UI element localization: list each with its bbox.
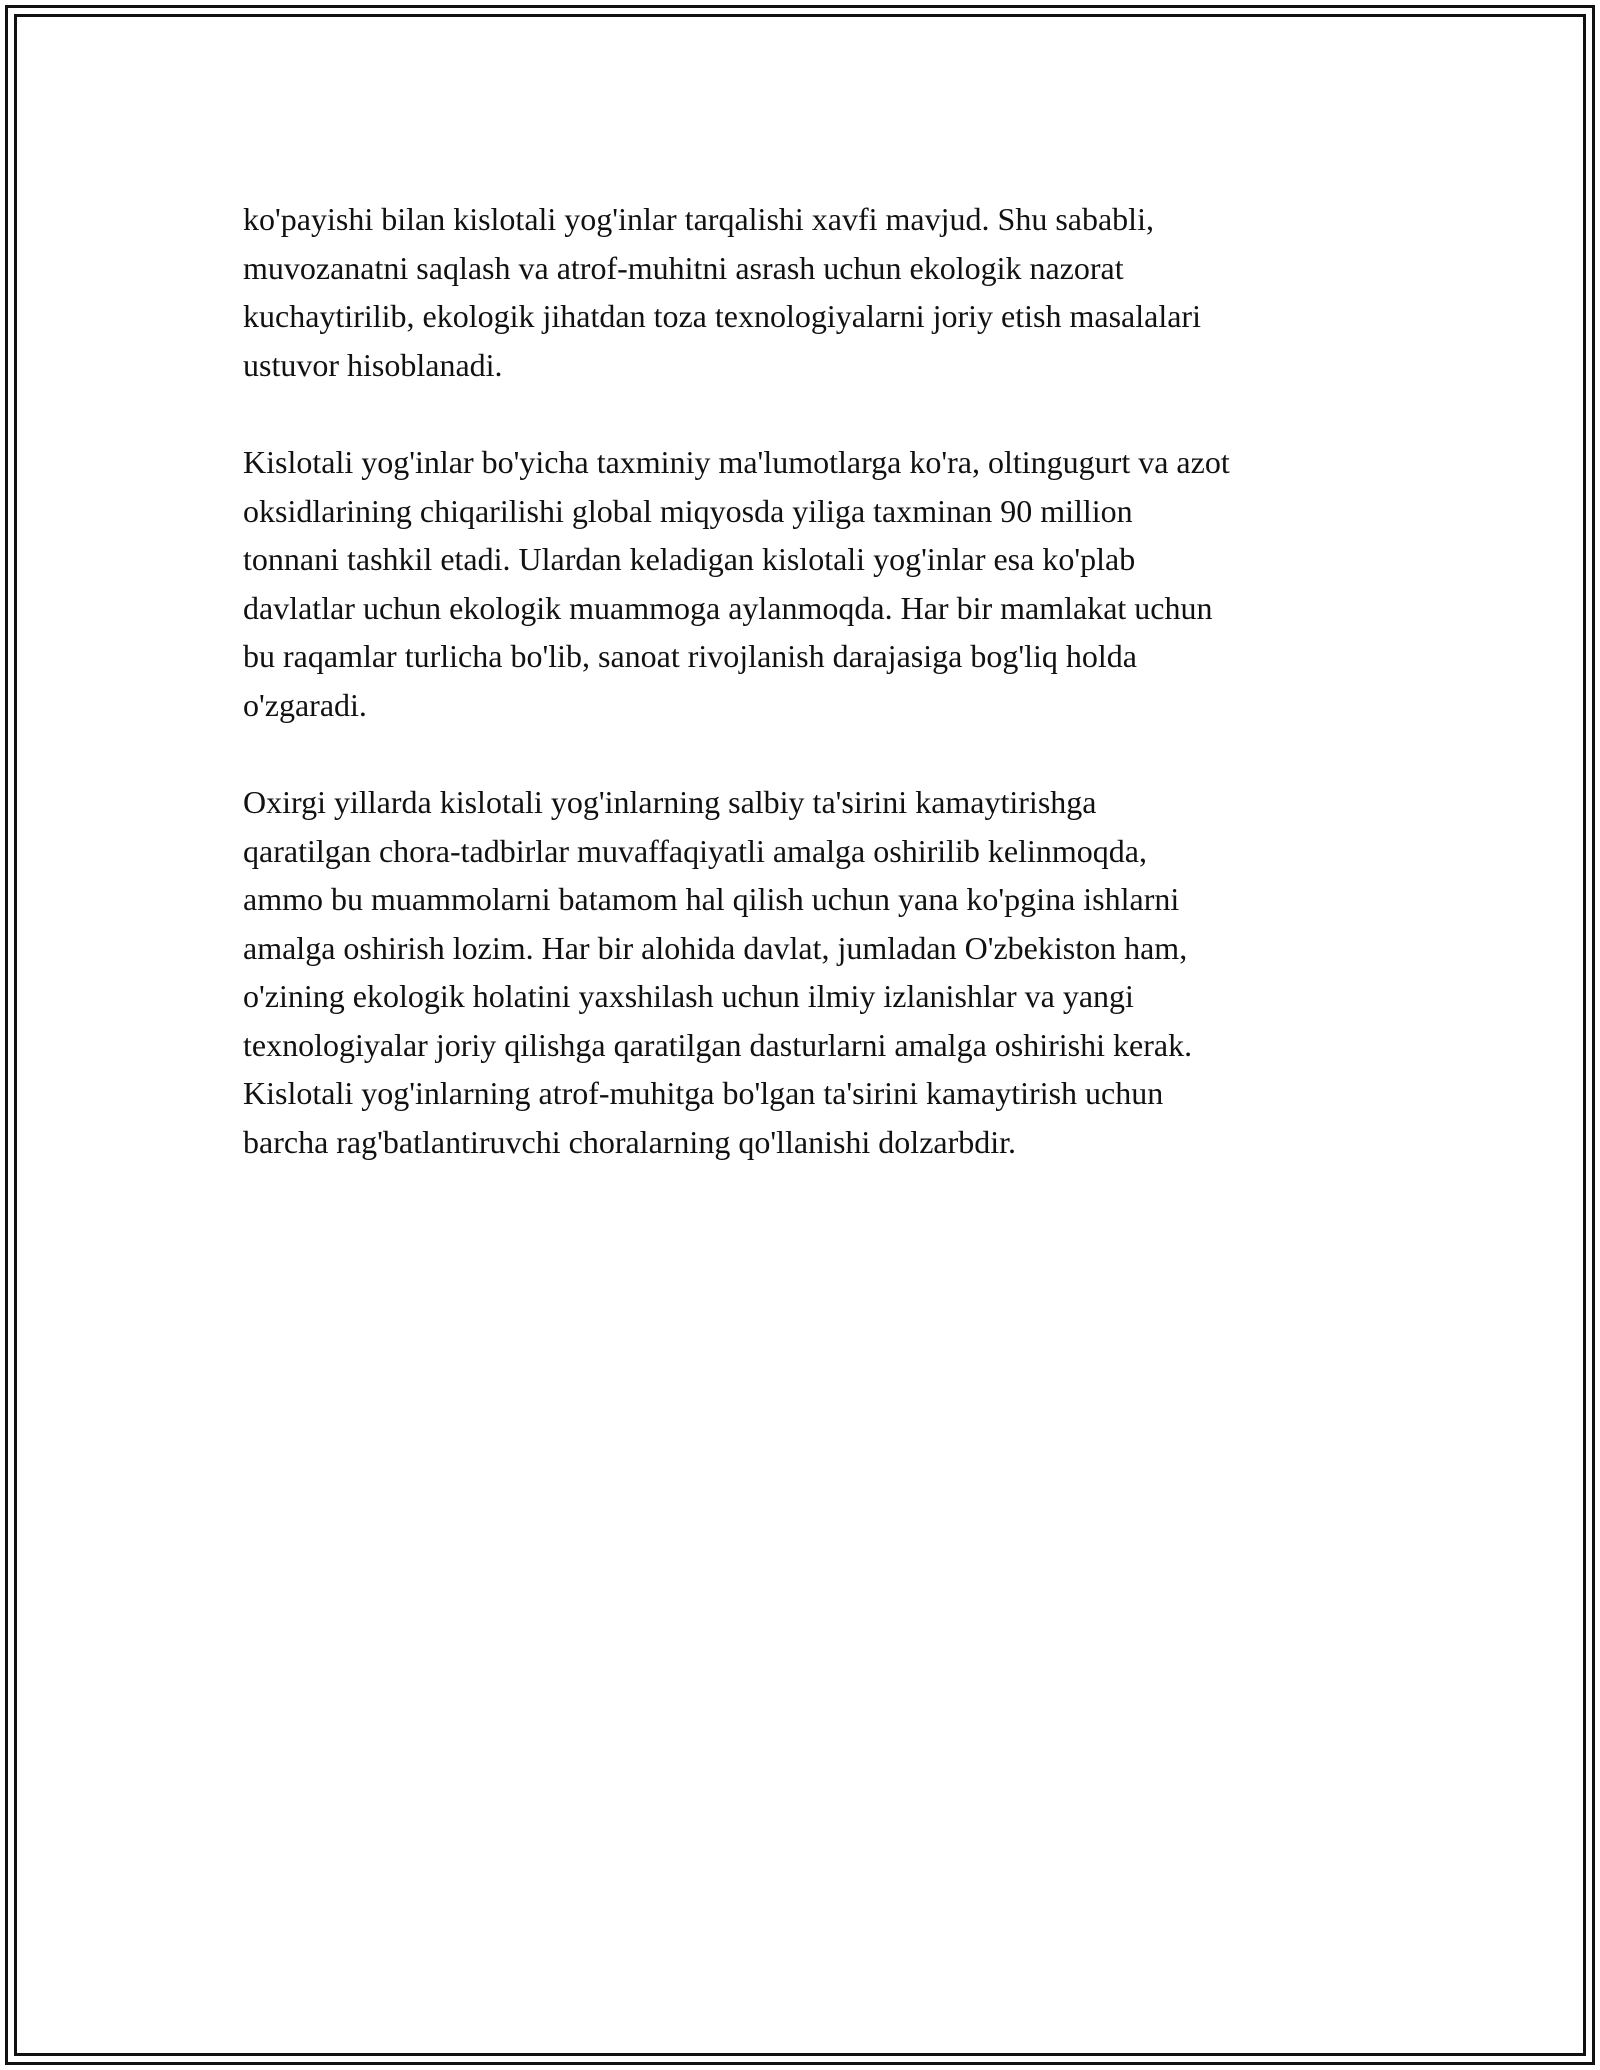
paragraph-3-line-7: Kislotali yog'inlarning atrof-muhitga bo'lgan ta'sirini kamaytirish uchun <box>243 1075 1164 1111</box>
paragraph-3-line-6: texnologiyalar joriy qilishga qaratilgan dasturlarni amalga oshirishi kerak. <box>243 1026 1193 1063</box>
paragraph-3-line-4: amalga oshirish lozim. Har bir alohida davlat, jumladan O'zbekiston ham, <box>243 929 1188 966</box>
paragraph-3-line-8: barcha rag'batlantiruvchi choralarning qo'llanishi dolzarbdir. <box>243 1123 1017 1160</box>
paragraph-3 <box>243 778 1383 1166</box>
paragraph-1-line-1: ko'payishi bilan kislotali yog'inlar tarqalishi xavfi mavjud. Shu sababli, <box>243 201 1154 237</box>
paragraph-3-line-3: ammo bu muammolarni batamom hal qilish uchun yana ko'pgina ishlarni <box>243 881 1180 917</box>
paragraph-1-line-2: muvozanatni saqlash va atrof-muhitni asrash uchun ekologik nazorat <box>243 249 1124 286</box>
paragraph-2-line-6: o'zgaradi. <box>243 686 367 723</box>
paragraph-3-line-5: o'zining ekologik holatini yaxshilash uchun ilmiy izlanishlar va yangi <box>243 978 1134 1014</box>
document-body <box>243 195 1383 1215</box>
paragraph-2-line-5: bu raqamlar turlicha bo'lib, sanoat rivojlanish darajasiga bog'liq holda <box>243 638 1137 674</box>
paragraph-2-line-4: davlatlar uchun ekologik muammoga aylanmoqda. Har bir mamlakat uchun <box>243 589 1213 626</box>
paragraph-2-line-1: Kislotali yog'inlar bo'yicha taxminiy ma'lumotlarga ko'ra, oltingugurt va azot <box>243 444 1230 480</box>
page-frame <box>5 5 1595 2065</box>
paragraph-3-line-1: Oxirgi yillarda kislotali yog'inlarning salbiy ta'sirini kamaytirishga <box>243 784 1097 820</box>
paragraph-1-line-4: ustuvor hisoblanadi. <box>243 346 503 383</box>
paragraph-2 <box>243 438 1383 729</box>
paragraph-2-line-2: oksidlarining chiqarilishi global miqyosda yiliga taxminan 90 million <box>243 492 1133 529</box>
paragraph-1 <box>243 195 1383 389</box>
paragraph-1-line-3: kuchaytirilib, ekologik jihatdan toza texnologiyalarni joriy etish masalalari <box>243 298 1201 334</box>
paragraph-3-line-2: qaratilgan chora-tadbirlar muvaffaqiyatli amalga oshirilib kelinmoqda, <box>243 832 1147 869</box>
paragraph-2-line-3: tonnani tashkil etadi. Ulardan keladigan kislotali yog'inlar esa ko'plab <box>243 541 1136 577</box>
